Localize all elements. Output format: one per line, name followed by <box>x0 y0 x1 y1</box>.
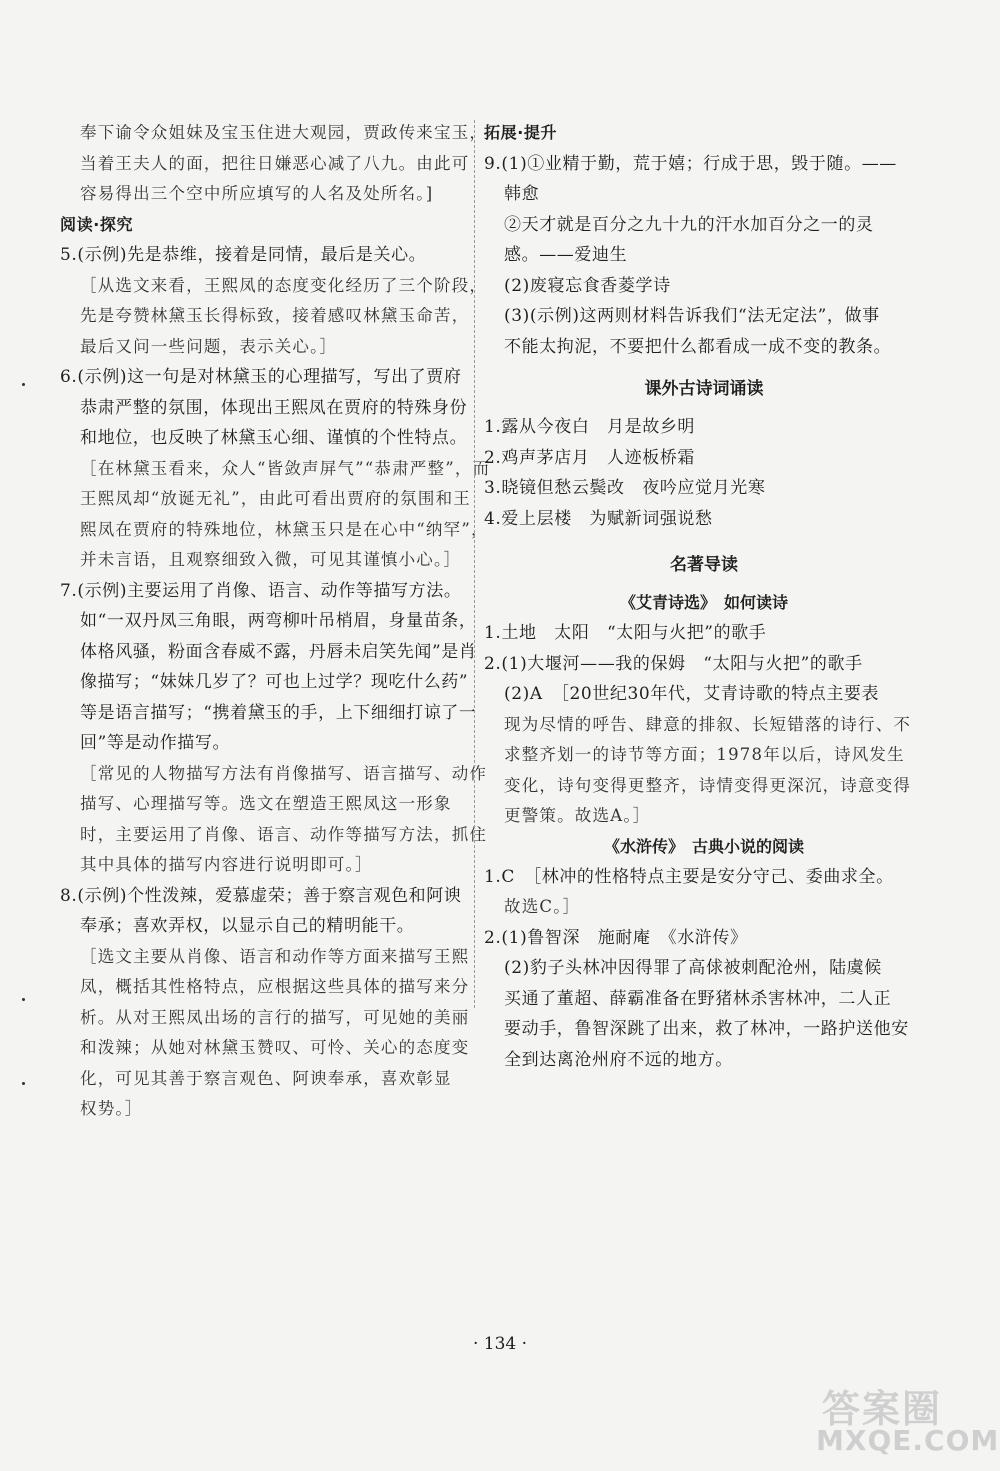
explanation-line: 容易得出三个空中所应填写的人名及处所名。] <box>80 184 434 203</box>
explanation-line: 先是夸赞林黛玉长得标致，接着感叹林黛玉命苦， <box>80 306 470 325</box>
answer-line: 韩愈 <box>504 184 540 204</box>
left-column <box>60 118 491 1125</box>
explanation-line: 现为尽情的呼告、肆意的排叙、长短错落的诗行、不 <box>504 714 912 734</box>
answer-line: 要动手，鲁智深跳了出来，救了林冲，一路护送他安 <box>504 1019 909 1039</box>
answer-line: 不能太拘泥，不要把什么都看成一成不变的教条。 <box>504 336 892 357</box>
answer-line: 7.(示例)主要运用了肖像、语言、动作等描写方法。 <box>60 580 462 601</box>
explanation-line: 故选C。］ <box>504 897 581 916</box>
explanation-line: 熙凤在贾府的特殊地位，林黛玉只是在心中“纳罕”， <box>80 519 489 539</box>
classics-section-title: 名著导读 <box>670 555 738 575</box>
column-divider <box>474 120 475 1008</box>
explanation-line: 求整齐划一的诗节等方面；1978年以后，诗风发生 <box>504 745 905 764</box>
answer-line: (2)废寝忘食香菱学诗 <box>504 275 671 296</box>
answer-line: 8.(示例)个性泼辣，爱慕虚荣；善于察言观色和阿谀 <box>60 885 462 906</box>
explanation-line: ［从选文来看，王熙凤的态度变化经历了三个阶段， <box>80 275 488 295</box>
explanation-line: 和泼辣；从她对林黛玉赞叹、可怜、关心的态度变 <box>80 1038 470 1057</box>
answer-line: 回”等是动作描写。 <box>80 733 231 753</box>
answer-line: (3)(示例)这两则材料告诉我们“法无定法”，做事 <box>504 306 880 326</box>
answer-line: 5.(示例)先是恭维，接着是同情，最后是关心。 <box>60 245 427 265</box>
answer-line: 等是语言描写；“携着黛玉的手，上下细细打谅了一 <box>80 702 477 723</box>
answer-line: 体格风骚，粉面含春威不露，丹唇未启笑先闻”是肖 <box>80 641 477 662</box>
explanation-line: ［在林黛玉看来，众人“皆敛声屏气”“恭肃严整”，而 <box>80 458 491 478</box>
explanation-line: 最后又问一些问题，表示关心。］ <box>80 336 338 356</box>
section-heading: 阅读·探究 <box>60 214 134 234</box>
explanation-line: 权势。］ <box>80 1099 143 1118</box>
explanation-line: ［选文主要从肖像、语言和动作等方面来描写王熙 <box>80 946 470 966</box>
classics-sub-title-1: 《艾青诗选》 如何读诗 <box>619 593 788 612</box>
right-column <box>484 118 924 1075</box>
answer-line: (2)豹子头林冲因得罪了高俅被刺配沧州，陆虞候 <box>504 958 882 978</box>
answer-line: 6.(示例)这一句是对林黛玉的心理描写，写出了贾府 <box>60 367 462 387</box>
answer-line: 如“一双丹凤三角眼，两弯柳叶吊梢眉，身量苗条， <box>80 611 477 631</box>
explanation-line: 凤，概括其性格特点，应根据这些具体的描写来分 <box>80 977 470 996</box>
poetry-answer-line: 3.晓镜但愁云鬓改 夜吟应觉月光寒 <box>484 478 766 498</box>
explanation-line: 奉下谕令众姐妹及宝玉住进大观园，贾政传来宝玉， <box>80 123 488 142</box>
page-number: · 134 · <box>472 1334 528 1354</box>
answer-line: 1.土地 太阳 “太阳与火把”的歌手 <box>484 623 767 643</box>
answer-line: 1.C ［林冲的性格特点主要是安分守己、委曲求全。 <box>484 866 894 887</box>
watermark-text-top: 答案圈 <box>822 1387 943 1431</box>
poetry-answer-line: 4.爱上层楼 为赋新词强说愁 <box>484 508 713 529</box>
answer-line: 感。——爱迪生 <box>504 245 628 265</box>
answer-line: ②天才就是百分之九十九的汗水加百分之一的灵 <box>504 214 874 235</box>
explanation-line: ［常见的人物描写方法有肖像描写、语言描写、动作 <box>80 763 488 783</box>
answer-line: 奉承；喜欢弄权，以显示自己的精明能干。 <box>80 916 415 936</box>
poetry-section-title: 课外古诗词诵读 <box>644 379 764 399</box>
classics-sub-title-2: 《水浒传》 古典小说的阅读 <box>603 836 804 856</box>
answer-line: (2)A ［20世纪30年代，艾青诗歌的特点主要表 <box>504 684 880 704</box>
explanation-line: 析。从对王熙凤出场的言行的描写，可见她的美丽 <box>80 1007 470 1027</box>
answer-line: 全到达离沧州府不远的地方。 <box>504 1049 733 1070</box>
explanation-line: 变化，诗句变得更整齐，诗情变得更深沉，诗意变得 <box>504 775 912 795</box>
answer-line: 恭肃严整的氛围，体现出王熙凤在贾府的特殊身份 <box>80 397 468 418</box>
answer-line: 买通了董超、薛霸准备在野猪林杀害林冲，二人正 <box>504 988 892 1009</box>
poetry-answer-line: 1.露从今夜白 月是故乡明 <box>484 417 696 437</box>
poetry-answer-line: 2.鸡声茅店月 人迹板桥霜 <box>484 447 696 468</box>
explanation-line: 当着王夫人的面，把往日嫌恶心减了八九。由此可 <box>80 153 470 173</box>
extension-section <box>484 118 924 362</box>
answer-line: 和地位，也反映了林黛玉心细、谨慎的个性特点。 <box>80 428 468 448</box>
explanation-line: 化，可见其善于察言观色、阿谀奉承，喜欢彰显 <box>80 1068 452 1088</box>
scan-dot <box>22 383 25 386</box>
explanation-line: 描写、心理描写等。选文在塑造王熙凤这一形象 <box>80 794 452 813</box>
explanation-line: 更警策。故选A。］ <box>504 806 651 825</box>
answer-line: 像描写；“妹妹几岁了？可也上过学？现吃什么药” <box>80 672 469 692</box>
explanation-line: 王熙凤却“放诞无礼”，由此可看出贾府的氛围和王 <box>80 489 471 508</box>
answer-line: 2.(1)鲁智深 施耐庵 《水浒传》 <box>484 927 748 948</box>
explanation-line: 时，主要运用了肖像、语言、动作等描写方法，抓住 <box>80 824 488 844</box>
aiqing-answers <box>484 618 924 832</box>
section-heading: 拓展·提升 <box>484 123 558 142</box>
shuihu-answers <box>484 862 924 1076</box>
poetry-list <box>484 412 924 534</box>
answer-line: 9.(1)①业精于勤，荒于嬉；行成于思，毁于随。—— <box>484 153 897 174</box>
scan-dot <box>22 1082 25 1085</box>
explanation-line: 并未言语，且观察细致入微，可见其谨慎小心。］ <box>80 550 462 569</box>
watermark-logo <box>810 1378 1000 1462</box>
scan-dot <box>22 998 25 1001</box>
watermark-text-bottom: MXQE.COM <box>816 1424 1000 1457</box>
answer-line: 2.(1)大堰河——我的保姆 “太阳与火把”的歌手 <box>484 653 863 674</box>
explanation-line: 其中具体的描写内容进行说明即可。］ <box>80 855 373 874</box>
